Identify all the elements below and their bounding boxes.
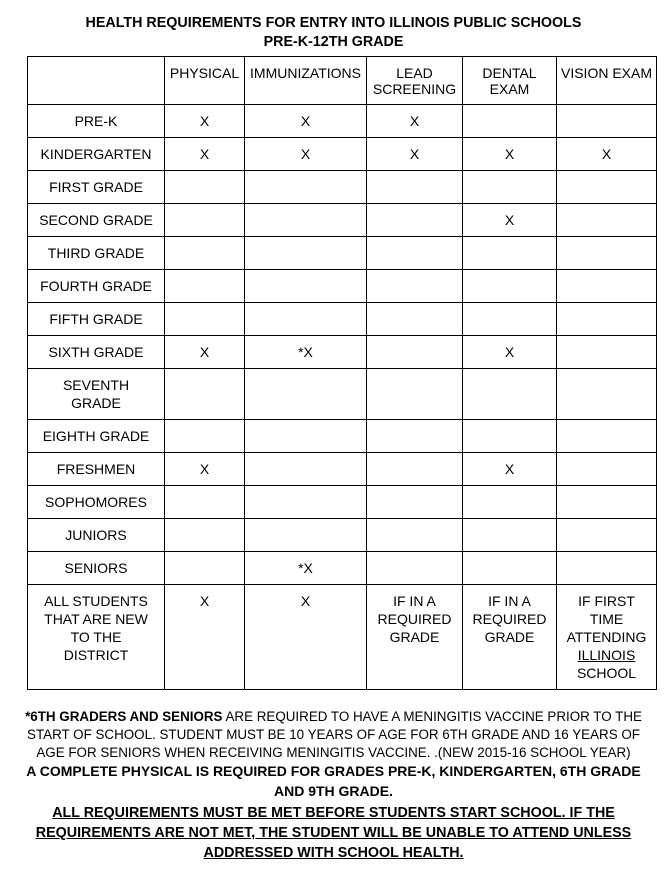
physical-cell (165, 552, 245, 585)
dental-exam-cell (463, 486, 557, 519)
grade-cell: SENIORS (28, 552, 165, 585)
immunizations-cell: X (245, 585, 367, 690)
dental-exam-cell (463, 303, 557, 336)
table-row (28, 270, 657, 303)
immunizations-cell: *X (245, 552, 367, 585)
physical-cell (165, 369, 245, 420)
physical-cell: X (165, 105, 245, 138)
header-cell-immunizations: IMMUNIZATIONS (245, 57, 367, 105)
grade-cell (28, 369, 165, 420)
physical-cell: X (165, 453, 245, 486)
immunizations-cell (245, 369, 367, 420)
grade-cell: FOURTH GRADE (28, 270, 165, 303)
immunizations-cell (245, 171, 367, 204)
immunizations-cell: *X (245, 336, 367, 369)
grade-cell-text: ALL STUDENTS THAT ARE NEW TO THE DISTRICT (44, 593, 148, 663)
table-row (28, 105, 657, 138)
physical-cell (165, 519, 245, 552)
vision-exam-cell (557, 336, 657, 369)
header-cell-physical: PHYSICAL (165, 57, 245, 105)
table-row (28, 204, 657, 237)
lead-screening-cell (367, 453, 463, 486)
physical-cell (165, 171, 245, 204)
vision-exam-cell (557, 453, 657, 486)
grade-cell: SECOND GRADE (28, 204, 165, 237)
grade-cell-text: SEVENTH GRADE (62, 377, 130, 411)
meningitis-note-bold: *6TH GRADERS AND SENIORS (25, 709, 223, 724)
health-requirements-table (27, 56, 657, 690)
header-cell-lead-screening: LEAD SCREENING (367, 57, 463, 105)
notes-section (18, 708, 649, 863)
table-row (28, 303, 657, 336)
table-row (28, 420, 657, 453)
vision-exam-cell (557, 105, 657, 138)
vision-exam-cell: X (557, 138, 657, 171)
lead-screening-cell (367, 171, 463, 204)
table-row (28, 453, 657, 486)
grade-cell: SOPHOMORES (28, 486, 165, 519)
immunizations-cell: X (245, 138, 367, 171)
physical-cell (165, 486, 245, 519)
header-cell-vision-exam: VISION EXAM (557, 57, 657, 105)
dental-exam-cell: X (463, 453, 557, 486)
grade-cell: JUNIORS (28, 519, 165, 552)
title-line-2: PRE-K-12TH GRADE (263, 34, 404, 50)
table-row (28, 486, 657, 519)
vision-text-pre: IF FIRST TIME ATTENDING (566, 593, 647, 645)
immunizations-cell: X (245, 105, 367, 138)
vision-exam-cell (557, 369, 657, 420)
vision-exam-cell (557, 171, 657, 204)
dental-exam-cell (463, 585, 557, 690)
vision-text-post: SCHOOL (576, 665, 637, 681)
dental-exam-cell (463, 519, 557, 552)
table-row (28, 171, 657, 204)
dental-exam-cell (463, 270, 557, 303)
grade-cell: FIRST GRADE (28, 171, 165, 204)
table-header-row (28, 57, 657, 105)
immunizations-cell (245, 270, 367, 303)
physical-cell: X (165, 336, 245, 369)
header-cell-grade (28, 57, 165, 105)
dental-exam-cell: X (463, 204, 557, 237)
title-line-1: HEALTH REQUIREMENTS FOR ENTRY INTO ILLINOIS PUBLIC SCHOOLS (85, 15, 582, 31)
table-row (28, 519, 657, 552)
physical-cell (165, 204, 245, 237)
lead-screening-cell (367, 369, 463, 420)
table-row (28, 585, 657, 690)
vision-exam-cell (557, 303, 657, 336)
dental-exam-cell (463, 171, 557, 204)
immunizations-cell (245, 453, 367, 486)
grade-cell: FIFTH GRADE (28, 303, 165, 336)
immunizations-cell (245, 420, 367, 453)
vision-exam-cell (557, 585, 657, 690)
lead-screening-cell (367, 420, 463, 453)
lead-screening-cell (367, 270, 463, 303)
physical-cell: X (165, 138, 245, 171)
vision-exam-cell (557, 519, 657, 552)
physical-cell (165, 270, 245, 303)
grade-cell: SIXTH GRADE (28, 336, 165, 369)
grade-cell: PRE-K (28, 105, 165, 138)
table-row (28, 138, 657, 171)
vision-exam-cell (557, 204, 657, 237)
lead-screening-cell (367, 585, 463, 690)
physical-cell (165, 420, 245, 453)
physical-note: A COMPLETE PHYSICAL IS REQUIRED FOR GRADES PRE-K, KINDERGARTEN, 6TH GRADE AND 9TH GRADE. (26, 763, 641, 799)
lead-screening-cell (367, 303, 463, 336)
dental-exam-cell-text: IF IN A REQUIRED GRADE (472, 593, 547, 645)
header-cell-dental-exam: DENTAL EXAM (463, 57, 557, 105)
dental-exam-cell (463, 105, 557, 138)
vision-exam-cell (557, 552, 657, 585)
dental-exam-cell (463, 237, 557, 270)
table-row (28, 369, 657, 420)
immunizations-cell (245, 519, 367, 552)
grade-cell: THIRD GRADE (28, 237, 165, 270)
document-title (0, 14, 667, 52)
grade-cell: FRESHMEN (28, 453, 165, 486)
table-row (28, 336, 657, 369)
grade-cell: EIGHTH GRADE (28, 420, 165, 453)
table-row (28, 552, 657, 585)
vision-text-illinois: ILLINOIS (577, 647, 636, 663)
lead-screening-cell (367, 237, 463, 270)
grade-cell (28, 585, 165, 690)
vision-exam-cell (557, 237, 657, 270)
requirements-note: ALL REQUIREMENTS MUST BE MET BEFORE STUDENTS START SCHOOL. IF THE REQUIREMENTS ARE NOT MET, THE STUDENT WILL BE UNABLE TO ATTEND UNLESS ADDRESSED WITH SCHOOL HEALTH. (35, 805, 632, 861)
meningitis-note-text: ARE REQUIRED TO HAVE A MENINGITIS VACCINE PRIOR TO THE START OF SCHOOL. STUDENT MUST BE 10 YEARS OF AGE FOR 6TH GRADE AND 16 YEARS OF AGE FOR SENIORS WHEN RECEIVING MENINGITIS VACCINE. .(NEW 2015-16 SCHOOL YEAR) (27, 709, 642, 760)
dental-exam-cell (463, 552, 557, 585)
lead-screening-cell (367, 552, 463, 585)
immunizations-cell (245, 486, 367, 519)
physical-cell: X (165, 585, 245, 690)
meningitis-note (18, 708, 649, 762)
immunizations-cell (245, 303, 367, 336)
physical-cell (165, 303, 245, 336)
vision-exam-cell (557, 270, 657, 303)
dental-exam-cell (463, 420, 557, 453)
vision-exam-cell (557, 486, 657, 519)
vision-exam-cell-text (562, 592, 652, 682)
vision-exam-cell (557, 420, 657, 453)
grade-cell: KINDERGARTEN (28, 138, 165, 171)
dental-exam-cell (463, 369, 557, 420)
lead-screening-cell-text: IF IN A REQUIRED GRADE (377, 593, 452, 645)
table-row (28, 237, 657, 270)
lead-screening-cell (367, 486, 463, 519)
immunizations-cell (245, 237, 367, 270)
lead-screening-cell (367, 204, 463, 237)
lead-screening-cell (367, 336, 463, 369)
lead-screening-cell: X (367, 138, 463, 171)
lead-screening-cell (367, 519, 463, 552)
immunizations-cell (245, 204, 367, 237)
dental-exam-cell: X (463, 336, 557, 369)
physical-cell (165, 237, 245, 270)
lead-screening-cell: X (367, 105, 463, 138)
dental-exam-cell: X (463, 138, 557, 171)
